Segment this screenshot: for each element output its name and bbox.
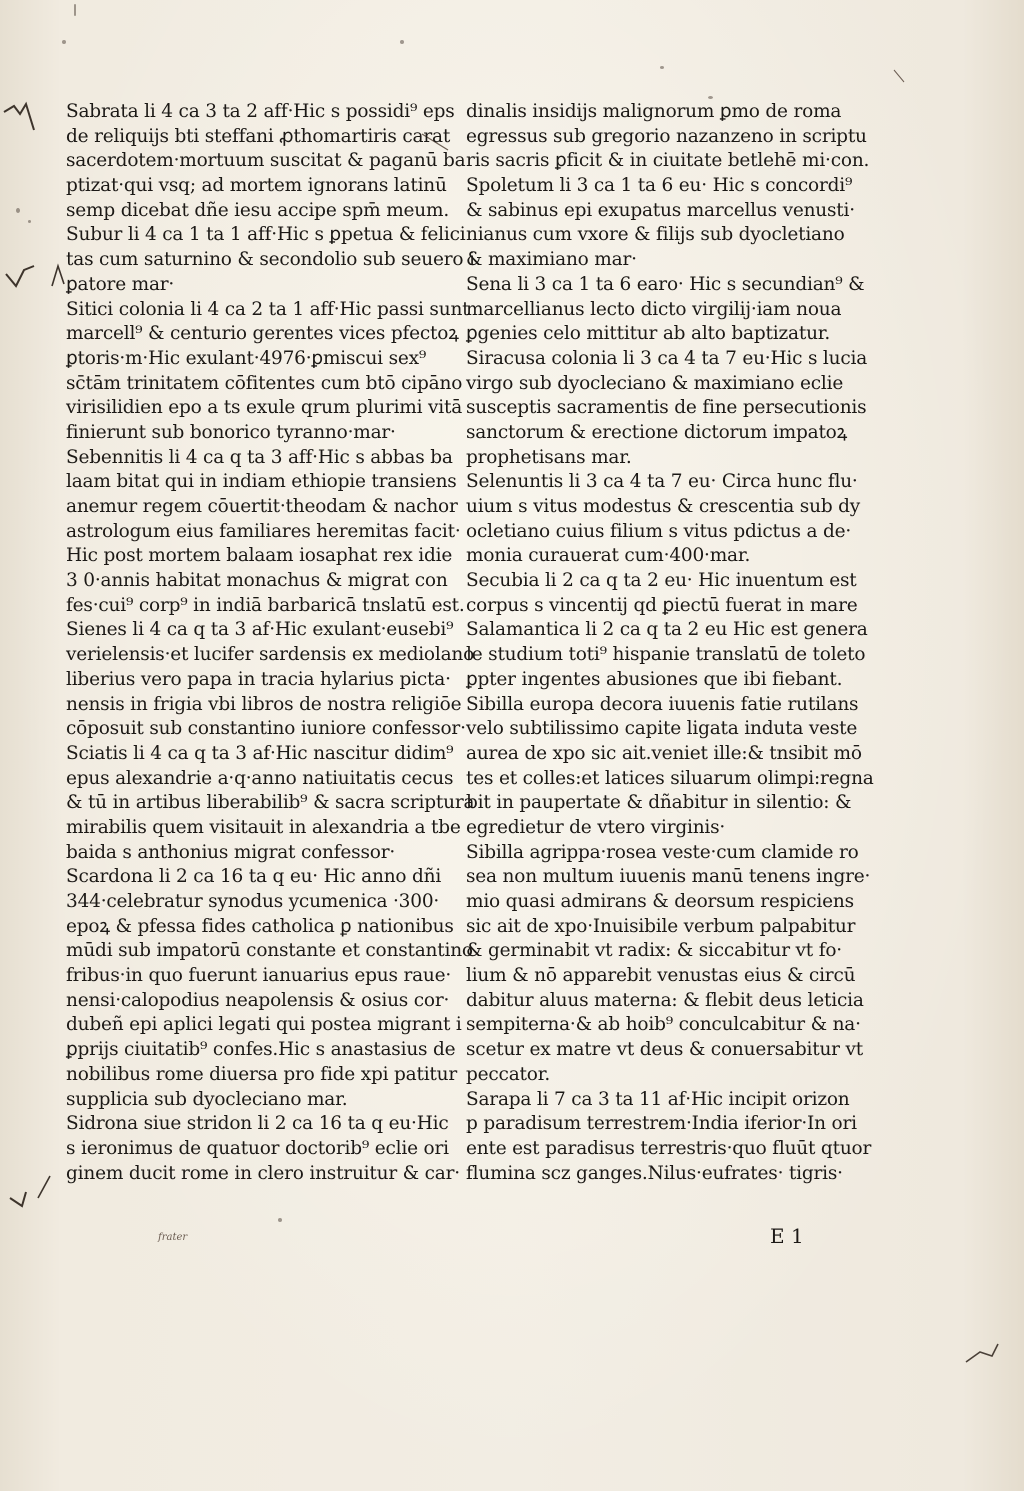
text-line: nensi·calopodius neapolensis & osius cor· (66, 989, 450, 1011)
text-line: Sebennitis li 4 ca q ta 3 aff·Hic s abbas ba (66, 446, 453, 468)
text-line: Salamantica li 2 ca q ta 2 eu Hic est genera (466, 619, 868, 641)
text-line: 3 0·annis habitat monachus & migrat con (66, 570, 448, 592)
text-line: flumina scz ganges.Nilus·eufrates· tigris· (466, 1162, 843, 1184)
text-line: peccator. (466, 1063, 551, 1085)
text-line: epus alexandrie a·q·anno natiuitatis cecus (66, 767, 454, 789)
text-line: Selenuntis li 3 ca 4 ta 7 eu· Circa hunc flu· (466, 471, 858, 493)
text-line: fribus·in quo fuerunt ianuarius epus raue· (66, 965, 452, 987)
margin-mark-hand-left (0, 256, 70, 296)
text-line: p paradisum terrestrem·India iferior·In ori (466, 1113, 857, 1135)
text-line: & sabinus epi exupatus marcellus venusti· (466, 199, 855, 221)
text-line: nianus cum vxore & filijs sub dyocletiano (466, 224, 845, 246)
text-line: tes et colles:et latices siluarum olimpi:regna (466, 767, 874, 789)
text-line: le studium toti⁹ hispanie translatū de toleto (466, 644, 866, 666)
text-line: sc̄tām trinitatem cōfitentes cum btō cipāno (66, 372, 463, 394)
text-line: marcellianus lecto dicto virgilij·iam noua (466, 298, 842, 320)
text-line: 344·celebratur synodus ycumenica ·300· (66, 891, 440, 912)
text-line: Sarapa li 7 ca 3 ta 11 af·Hic incipit orizon (466, 1088, 850, 1110)
left-text-column (66, 100, 475, 1186)
ink-spot (16, 208, 20, 213)
text-line: scetur ex matre vt deus & conuersabitur vt (466, 1039, 863, 1061)
ink-spot (74, 4, 76, 16)
text-line: & tū in artibus liberabilib⁹ & sacra scriptura (66, 792, 475, 814)
text-line: Siracusa colonia li 3 ca 4 ta 7 eu·Hic s lucia (466, 347, 868, 369)
text-line: egressus sub gregorio nazanzeno in scriptu (466, 125, 867, 147)
text-line: mio quasi admirans & deorsum respiciens (466, 891, 854, 912)
text-line: uium s vitus modestus & crescentia sub dy (466, 496, 861, 517)
margin-mark-bottom-left (0, 1168, 60, 1218)
text-line: astrologum eius familiares heremitas facit· (66, 520, 461, 542)
text-line: & maximiano mar· (466, 249, 637, 271)
text-line: ꝑprijs ciuitatib⁹ confes.Hic s anastasius de (66, 1039, 456, 1061)
text-line: anemur regem cōuertit·theodam & nachor (66, 496, 458, 517)
text-line: susceptis sacramentis de fine persecutionis (466, 397, 867, 419)
text-line: semp dicebat dñe iesu accipe spm̄ meum. (66, 199, 450, 221)
text-line: tas cum saturnino & secondolio sub seuero i (66, 249, 475, 271)
right-text-column (466, 100, 874, 1186)
text-line: ginem ducit rome in clero instruitur & car· (66, 1162, 460, 1184)
text-line: Sidrona siue stridon li 2 ca 16 ta q eu·Hic (66, 1113, 449, 1135)
text-line: Sciatis li 4 ca q ta 3 af·Hic nascitur didim⁹ (66, 742, 454, 764)
text-line: lium & nō apparebit venustas eius & circū (466, 965, 856, 987)
text-line: Sitici colonia li 4 ca 2 ta 1 aff·Hic passi sunt (66, 298, 470, 320)
text-line: supplicia sub dyocleciano mar. (66, 1088, 348, 1110)
text-line: mirabilis quem visitauit in alexandria a tbe (66, 816, 461, 838)
text-line: ente est paradisus terrestris·quo fluūt qtuor (466, 1137, 872, 1159)
text-line: Secubia li 2 ca q ta 2 eu· Hic inuentum est (466, 570, 857, 592)
text-line: Sena li 3 ca 1 ta 6 earo· Hic s secundian⁹ & (466, 273, 865, 295)
text-line: finierunt sub bonorico tyranno·mar· (66, 421, 396, 443)
text-line: marcell⁹ & centurio gerentes vices pfectoꝝ (66, 323, 459, 345)
text-line: egredietur de vtero virginis· (466, 816, 726, 838)
text-line: sea non multum iuuenis manū tenens ingre· (466, 866, 871, 888)
text-line: Spoletum li 3 ca 1 ta 6 eu· Hic s concordi⁹ (466, 175, 853, 197)
text-line: sanctorum & erectione dictorum impatoꝝ (466, 421, 848, 443)
text-line: mūdi sub impatorū constante et constantino (66, 940, 473, 962)
text-line: ris sacris ꝑficit & in ciuitate betlehē mi·con. (466, 150, 870, 172)
marginal-note: frater (158, 1232, 188, 1243)
text-line: ptizat·qui vsq; ad mortem ignorans latinū (66, 175, 447, 197)
text-line: nensis in frigia vbi libros de nostra religiōe (66, 693, 462, 715)
text-line: s ieronimus de quatuor doctorib⁹ eclie ori (66, 1137, 449, 1159)
text-line: ꝑtoris·m·Hic exulant·4976·ꝑmiscui sex⁹ (66, 347, 427, 369)
margin-mark-right-bottom (962, 1338, 1002, 1368)
text-line: cōposuit sub constantino iuniore confessor· (66, 718, 466, 740)
text-line: laam bitat qui in indiam ethiopie transiens (66, 471, 457, 493)
text-line: sacerdotem·mortuum suscitat & paganū ba (66, 150, 466, 172)
text-line: de reliquijs bti steffani ꝓthomartiris carat (66, 125, 451, 147)
text-line: Sibilla europa decora iuuenis fatie rutilans (466, 693, 859, 715)
text-line: epoꝝ & pfessa fides catholica ꝑ nationibus (66, 915, 454, 937)
text-line: bit in paupertate & dñabitur in silentio: & (466, 792, 852, 814)
text-line: & germinabit vt radix: & siccabitur vt fo· (466, 940, 842, 962)
ink-spot (708, 96, 713, 99)
text-line: dinalis insidijs malignorum ꝑmo de roma (466, 101, 842, 122)
text-line: monia curauerat cum·400·mar. (466, 545, 751, 567)
margin-mark-top-left (0, 98, 40, 138)
text-line: sempiterna·& ab hoib⁹ conculcabitur & na· (466, 1014, 861, 1036)
text-line: ocletiano cuius filium s vitus pdictus a de· (466, 520, 852, 542)
text-line: ꝑatore mar· (66, 273, 175, 295)
text-line: ꝑpter ingentes abusiones que ibi fiebant. (466, 668, 843, 690)
text-line: aurea de xpo sic ait.veniet ille:& tnsibit mō (466, 742, 862, 764)
text-line: ꝑgenies celo mittitur ab alto baptizatur. (466, 323, 831, 345)
text-line: dubeñ epi aplici legati qui postea migrant i (66, 1014, 462, 1036)
text-line: liberius vero papa in tracia hylarius picta· (66, 668, 451, 690)
text-line: Sienes li 4 ca q ta 3 af·Hic exulant·eusebi⁹ (66, 619, 454, 641)
text-line: verielensis·et lucifer sardensis ex mediolano (66, 644, 475, 666)
text-line: nobilibus rome diuersa pro fide xpi patitur (66, 1063, 458, 1085)
text-line: virgo sub dyocleciano & maximiano eclie (466, 372, 844, 394)
ink-spot (62, 40, 66, 44)
text-line: dabitur aluus materna: & flebit deus leticia (466, 989, 864, 1011)
ink-spot (278, 1218, 282, 1222)
text-line: prophetisans mar. (466, 446, 632, 468)
ink-spot (28, 220, 31, 223)
signature-mark: E 1 (770, 1224, 804, 1248)
text-line: Sabrata li 4 ca 3 ta 2 aff·Hic s possidi⁹ eps (66, 101, 455, 122)
text-line: Hic post mortem balaam iosaphat rex idie (66, 545, 453, 567)
text-line: virisilidien epo a ts exule qrum plurimi vitā (66, 397, 463, 419)
text-line: corpus s vincentij qd ꝑiectū fuerat in mare (466, 594, 858, 616)
ink-spot (400, 40, 404, 44)
text-line: fes·cui⁹ corp⁹ in indiā barbaricā tnslatū est. (66, 594, 465, 616)
text-line: Sibilla agrippa·rosea veste·cum clamide ro (466, 841, 859, 863)
text-line: Subur li 4 ca 1 ta 1 aff·Hic s ꝑpetua & felici (66, 224, 466, 246)
ink-spot (660, 66, 664, 69)
margin-mark-top-right (890, 66, 910, 86)
text-line: baida s anthonius migrat confessor· (66, 841, 396, 863)
text-line: velo subtilissimo capite ligata induta veste (466, 718, 858, 740)
text-line: Scardona li 2 ca 16 ta q eu· Hic anno dñi (66, 866, 442, 888)
text-line: sic ait de xpo·Inuisibile verbum palpabitur (466, 915, 856, 937)
